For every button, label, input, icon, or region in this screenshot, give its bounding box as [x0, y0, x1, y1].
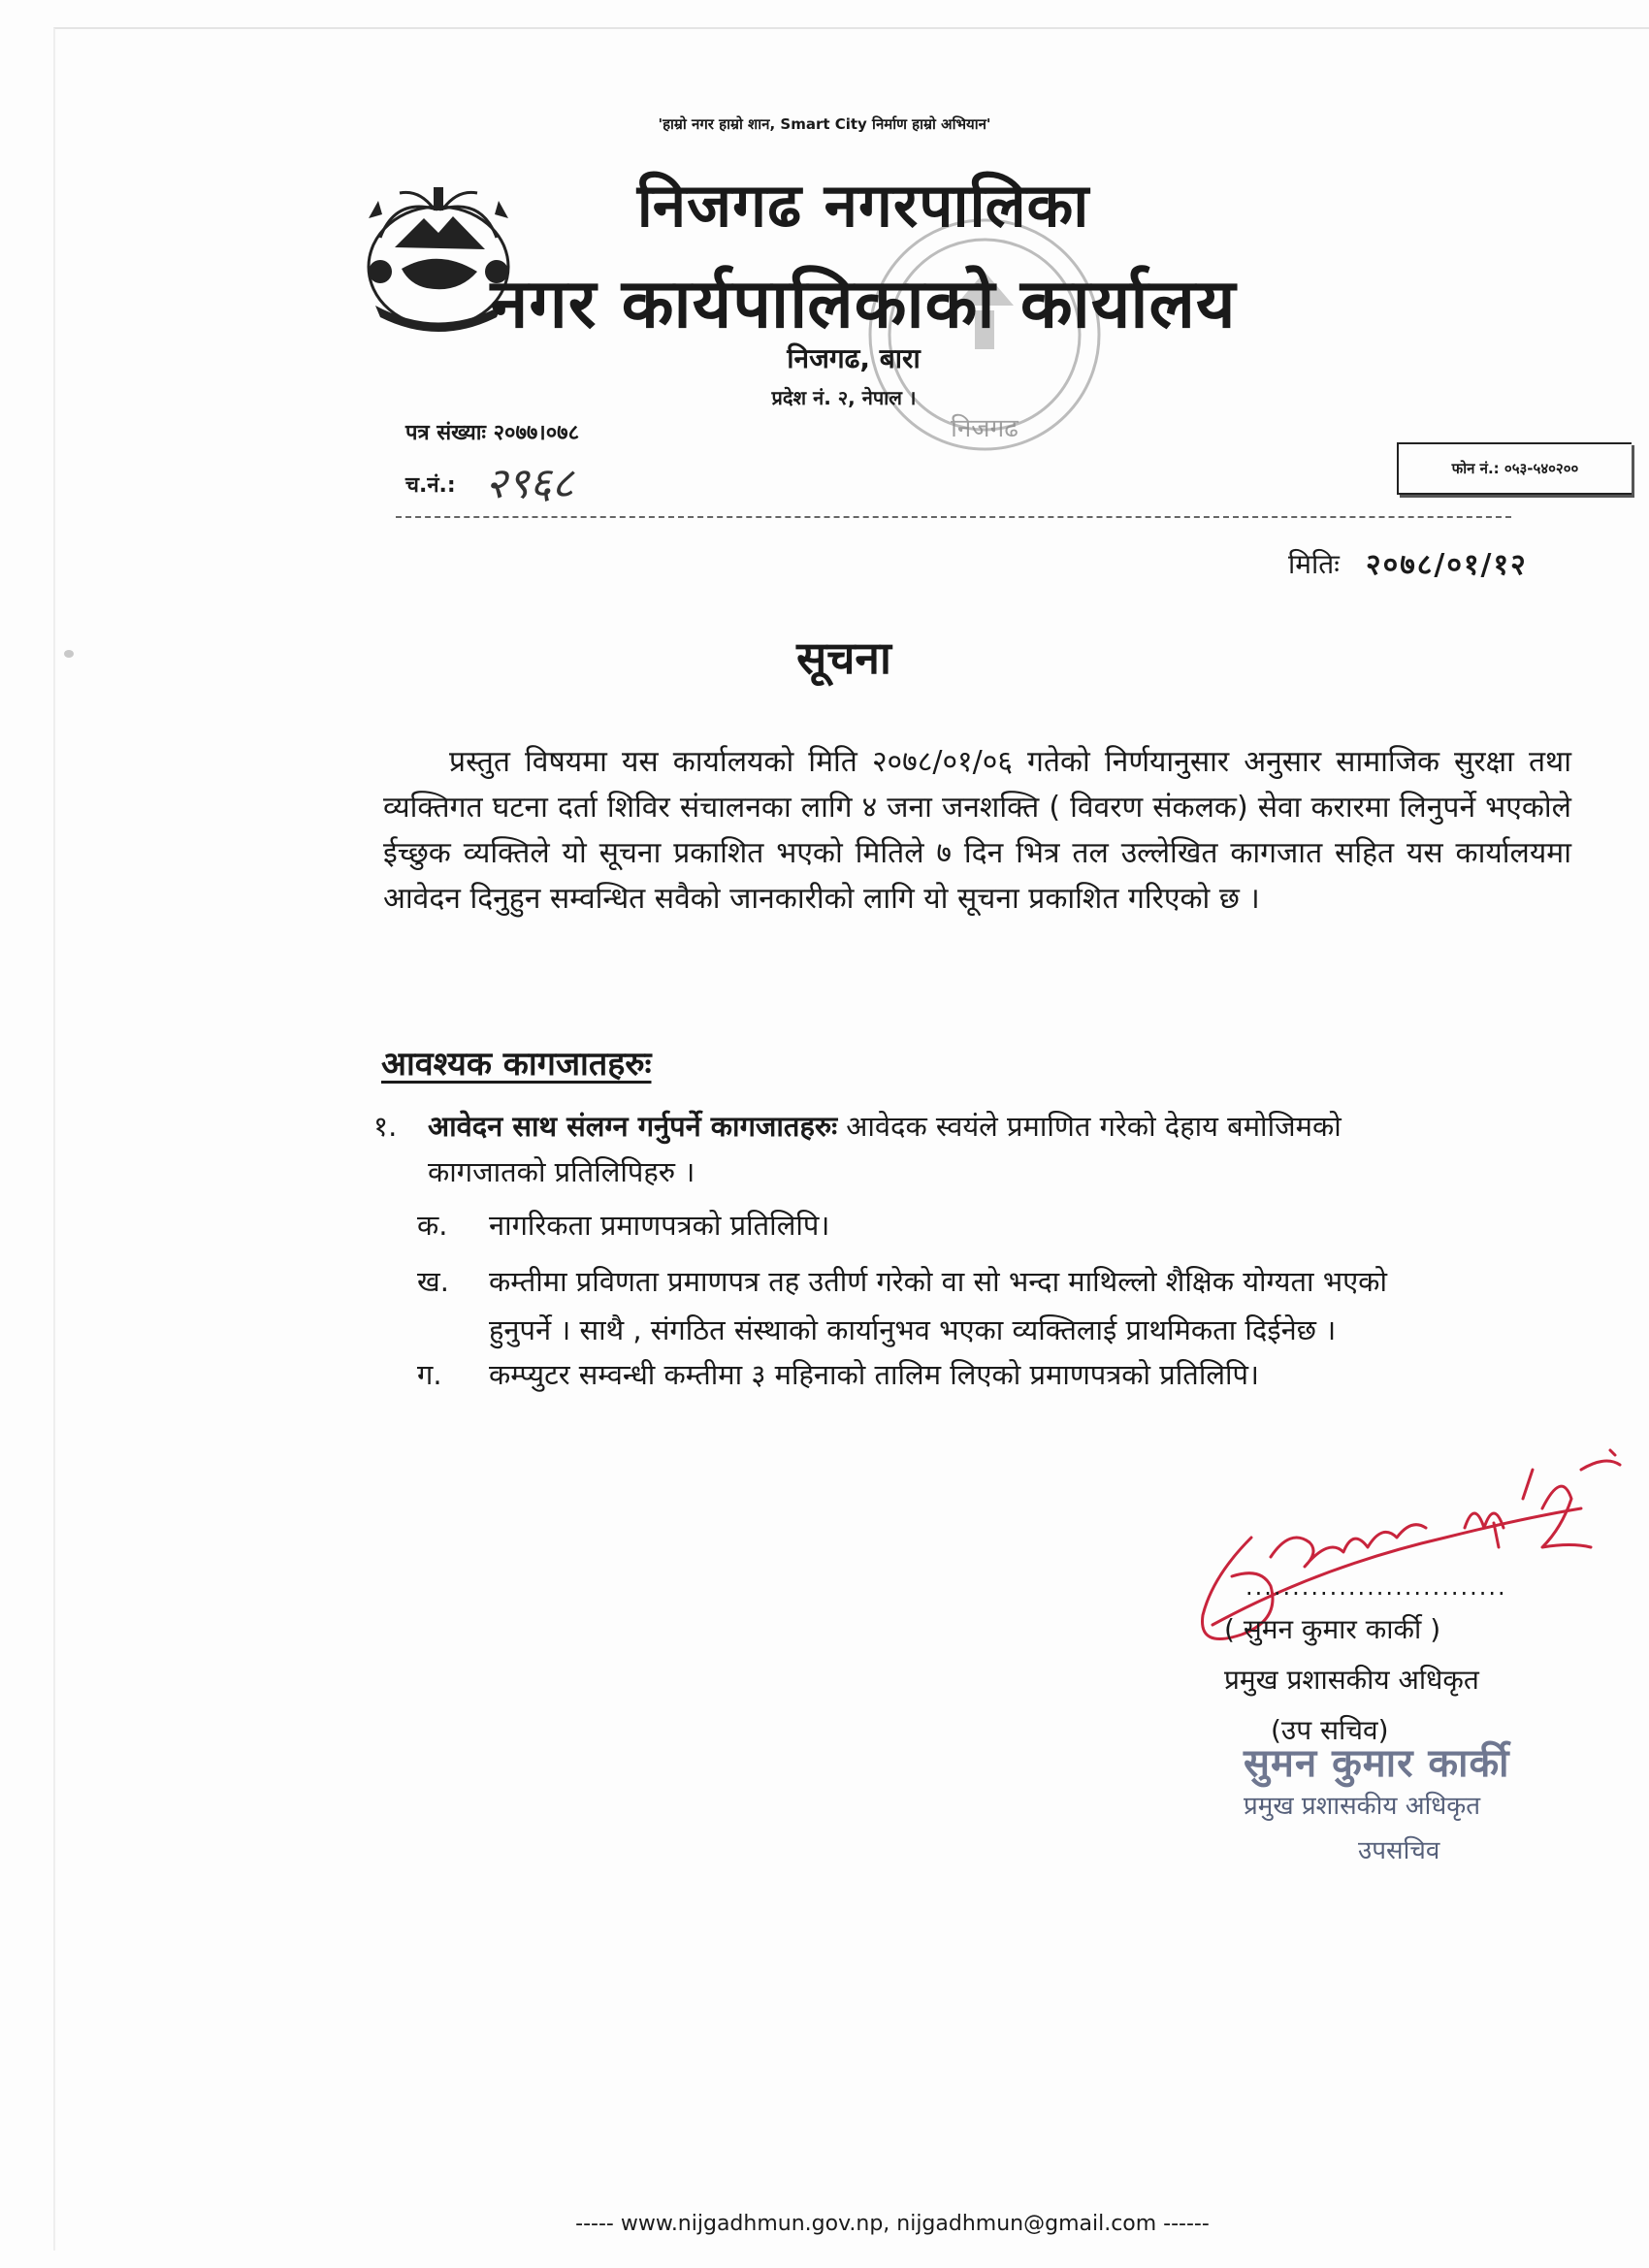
subitem-text: कम्तीमा प्रविणता प्रमाणपत्र तह उतीर्ण गरेको वा सो भन्दा माथिल्लो शैक्षिक योग्यता भएको — [489, 1265, 1387, 1298]
signatory-subtitle: (उप सचिव) — [1271, 1714, 1389, 1746]
phone-number: फोन नं.: ०५३-५४०२०० — [1451, 460, 1579, 477]
address-line-2: प्रदेश नं. २, नेपाल । — [771, 386, 917, 409]
subitem-text: नागरिकता प्रमाणपत्रको प्रतिलिपि। — [489, 1209, 830, 1242]
requirement-item-1-continued: कागजातको प्रतिलिपिहरु । — [428, 1155, 695, 1188]
subitem-label: ग. — [417, 1358, 442, 1391]
item-number: १. — [373, 1110, 398, 1143]
signatory-name: ( सुमन कुमार कार्की ) — [1224, 1613, 1441, 1645]
stamp-name: सुमन कुमार कार्की — [1244, 1741, 1510, 1786]
subitem-label: क. — [417, 1209, 448, 1242]
date-value: २०७८/०१/१२ — [1366, 548, 1528, 582]
item-lead: आवेदन साथ संलग्न गर्नुपर्ने कागजातहरुः — [428, 1110, 838, 1143]
address-line-1: निजगढ, बारा — [787, 342, 921, 374]
signatory-title: प्रमुख प्रशासकीय अधिकृत — [1224, 1664, 1479, 1696]
footer-contact: ----- www.nijgadhmun.gov.np, nijgadhmun@gmail.com ------ — [575, 2212, 1210, 2236]
dispatch-number-label: च.नं.: — [405, 473, 456, 498]
phone-box — [1397, 442, 1632, 495]
subitem-text-continued: हुनुपर्ने । साथै , संगठित संस्थाको कार्यानुभव भएका व्यक्तिलाई प्राथमिकता दिईनेछ । — [489, 1313, 1337, 1346]
requirement-item-1 — [373, 1102, 1576, 1150]
slogan: 'हाम्रो नगर हाम्रो शान, Smart City निर्माण हाम्रो अभियान' — [658, 115, 991, 133]
date-label: मितिः — [1288, 548, 1340, 580]
office-title: नगर कार्यपालिकाको कार्यालय — [490, 264, 1237, 343]
letter-number: पत्र संख्याः २०७७।०७८ — [405, 421, 580, 445]
dispatch-number-handwritten: २९६८ — [485, 459, 574, 508]
header-divider — [396, 516, 1511, 518]
subitem-label: ख. — [417, 1265, 449, 1298]
item-text: आवेदक स्वयंले प्रमाणित गरेको देहाय बमोजिमको — [837, 1110, 1342, 1143]
notice-body: प्रस्तुत विषयमा यस कार्यालयको मिति २०७८/०१/०६ गतेको निर्णयानुसार अनुसार सामाजिक सुरक्षा तथा व्यक्तिगत घटना दर्ता शिविर संचालनका लागि ४ जना जनशक्ति ( विवरण संकलक) सेवा करारमा लिनुपर्ने भएकोले ईच्छुक व्यक्तिले यो सूचना प्रकाशित भएको मितिले ७ दिन भित्र तल उल्लेखित कागजात सहित यस कार्यालयमा आवेदन दिनुहुन सम्वन्धित सवैको जानकारीको लागि यो सूचना प्रकाशित गरिएको छ । — [383, 745, 1571, 916]
requirements-heading: आवश्यक कागजातहरुः — [381, 1045, 652, 1084]
subitem-kha — [417, 1257, 1581, 1364]
subitem-ka — [417, 1201, 1581, 1249]
seal-text: निजगढ — [951, 414, 1018, 443]
subitem-text: कम्प्युटर सम्वन्धी कम्तीमा ३ महिनाको तालिम लिएको प्रमाणपत्रको प्रतिलिपि। — [489, 1358, 1259, 1391]
municipality-title: निजगढ नगरपालिका — [636, 170, 1090, 241]
signature-line: ............................ — [1245, 1573, 1507, 1601]
subitem-ga — [417, 1350, 1581, 1399]
stamp-title: प्रमुख प्रशासकीय अधिकृत — [1244, 1792, 1481, 1821]
notice-title: सूचना — [796, 632, 891, 684]
stamp-subtitle: उपसचिव — [1358, 1836, 1440, 1865]
